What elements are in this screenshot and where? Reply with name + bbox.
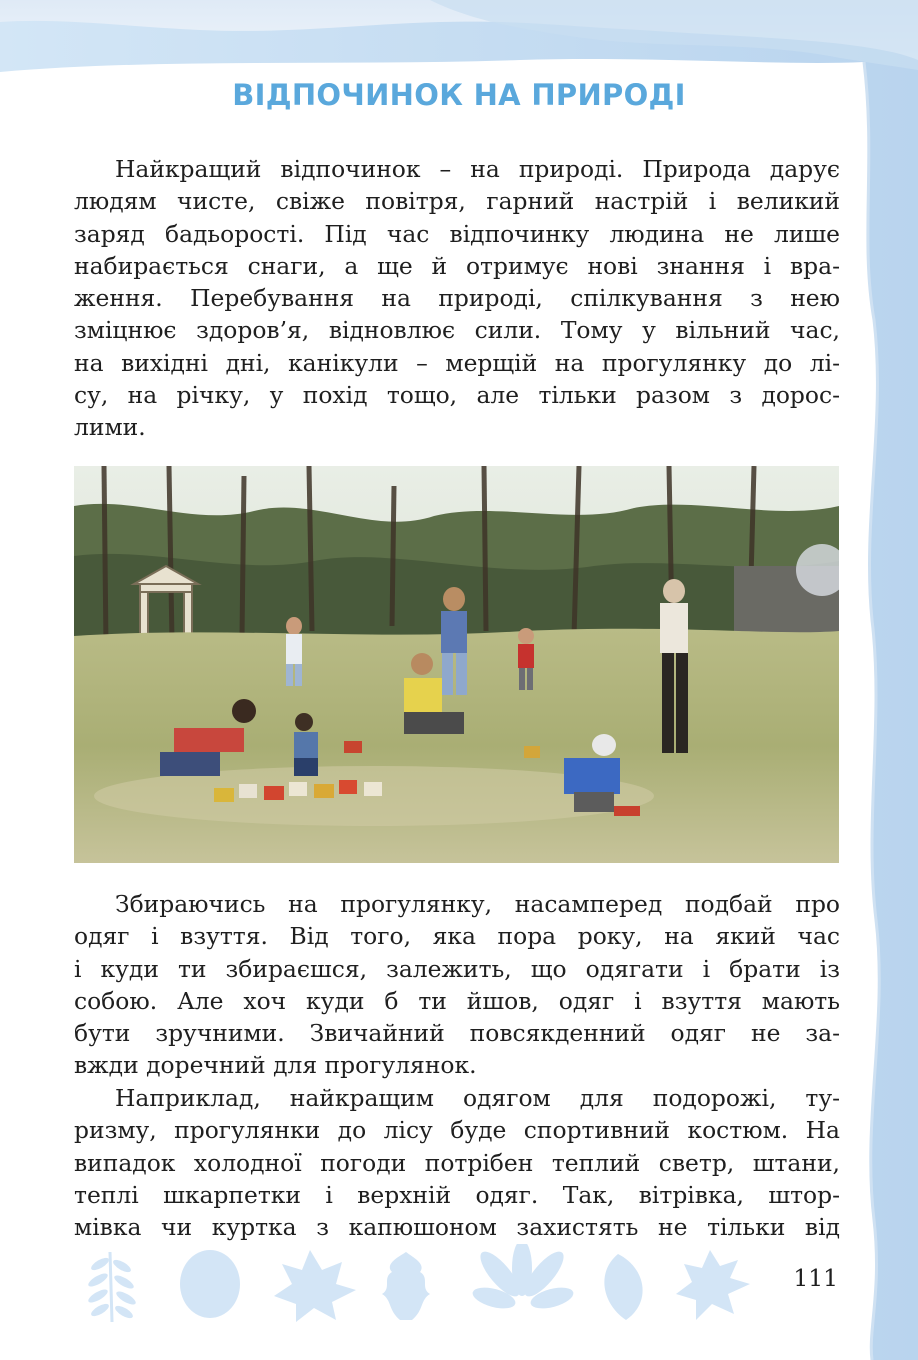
paragraph	[74, 153, 840, 444]
text-line: Наприклад, найкращим одягом для подорожі, ту-	[115, 1084, 840, 1112]
chestnut-leaf-icon	[470, 1244, 575, 1312]
text-line: ження. Перебування на природі, спілкування з нею	[74, 284, 840, 313]
paragraph	[74, 1082, 840, 1243]
rowan-leaf-icon	[86, 1252, 137, 1322]
maple-leaf-icon	[274, 1250, 356, 1322]
text-line: одяг і взуття. Від того, яка пора року, на який час	[74, 922, 840, 951]
oak-leaf-icon	[382, 1252, 430, 1320]
text-line: зміцнює здоров’я, відновлює сили. Тому у вільний час,	[74, 316, 840, 345]
text-line: заряд бадьорості. Під час відпочинку людина не лише	[74, 219, 840, 248]
text-line: Найкращий відпочинок – на природі. Природа дарує	[115, 155, 840, 183]
text-line: Збираючись на прогулянку, насамперед подбай про	[115, 890, 840, 918]
text-line: лими.	[74, 413, 146, 442]
text-line: бути зручними. Звичайний повсякденний одяг не за-	[74, 1019, 840, 1048]
text-line: випадок холодної погоди потрібен теплий светр, штани,	[74, 1148, 840, 1177]
text-line: мівка чи куртка з капюшоном захистять не тільки від	[74, 1213, 840, 1242]
text-line: теплі шкарпетки і верхній одяг. Так, вітрівка, штор-	[74, 1180, 840, 1209]
text-line: на вихідні дні, канікули – мерщій на прогулянку до лі-	[74, 348, 840, 377]
text-line: су, на річку, у похід тощо, але тільки разом з дорос-	[74, 381, 840, 410]
text-line: набирається снаги, а ще й отримує нові знання і вра-	[74, 251, 840, 280]
leaf-icon	[676, 1250, 750, 1320]
text-line: собою. Але хоч куди б ти йшов, одяг і взуття мають	[74, 986, 840, 1015]
family-picnic-photo	[74, 466, 839, 863]
paragraph-intro	[74, 153, 840, 444]
page-title: ВІДПОЧИНОК НА ПРИРОДІ	[232, 78, 686, 112]
paragraph	[74, 888, 840, 1082]
round-leaf-icon	[180, 1250, 240, 1318]
leaves-decoration	[70, 1244, 750, 1326]
text-line: людям чисте, свіже повітря, гарний настрій і великий	[74, 187, 840, 216]
paragraph-example	[74, 1082, 840, 1243]
text-line: і куди ти збираєшся, залежить, що одягати і брати із	[74, 954, 840, 983]
page-number: 111	[793, 1264, 838, 1292]
birch-leaf-icon	[604, 1254, 642, 1320]
text-line: вжди доречний для прогулянок.	[74, 1051, 477, 1080]
text-line: ризму, прогулянки до лісу буде спортивний костюм. На	[74, 1116, 840, 1145]
paragraph-clothing	[74, 888, 840, 1082]
